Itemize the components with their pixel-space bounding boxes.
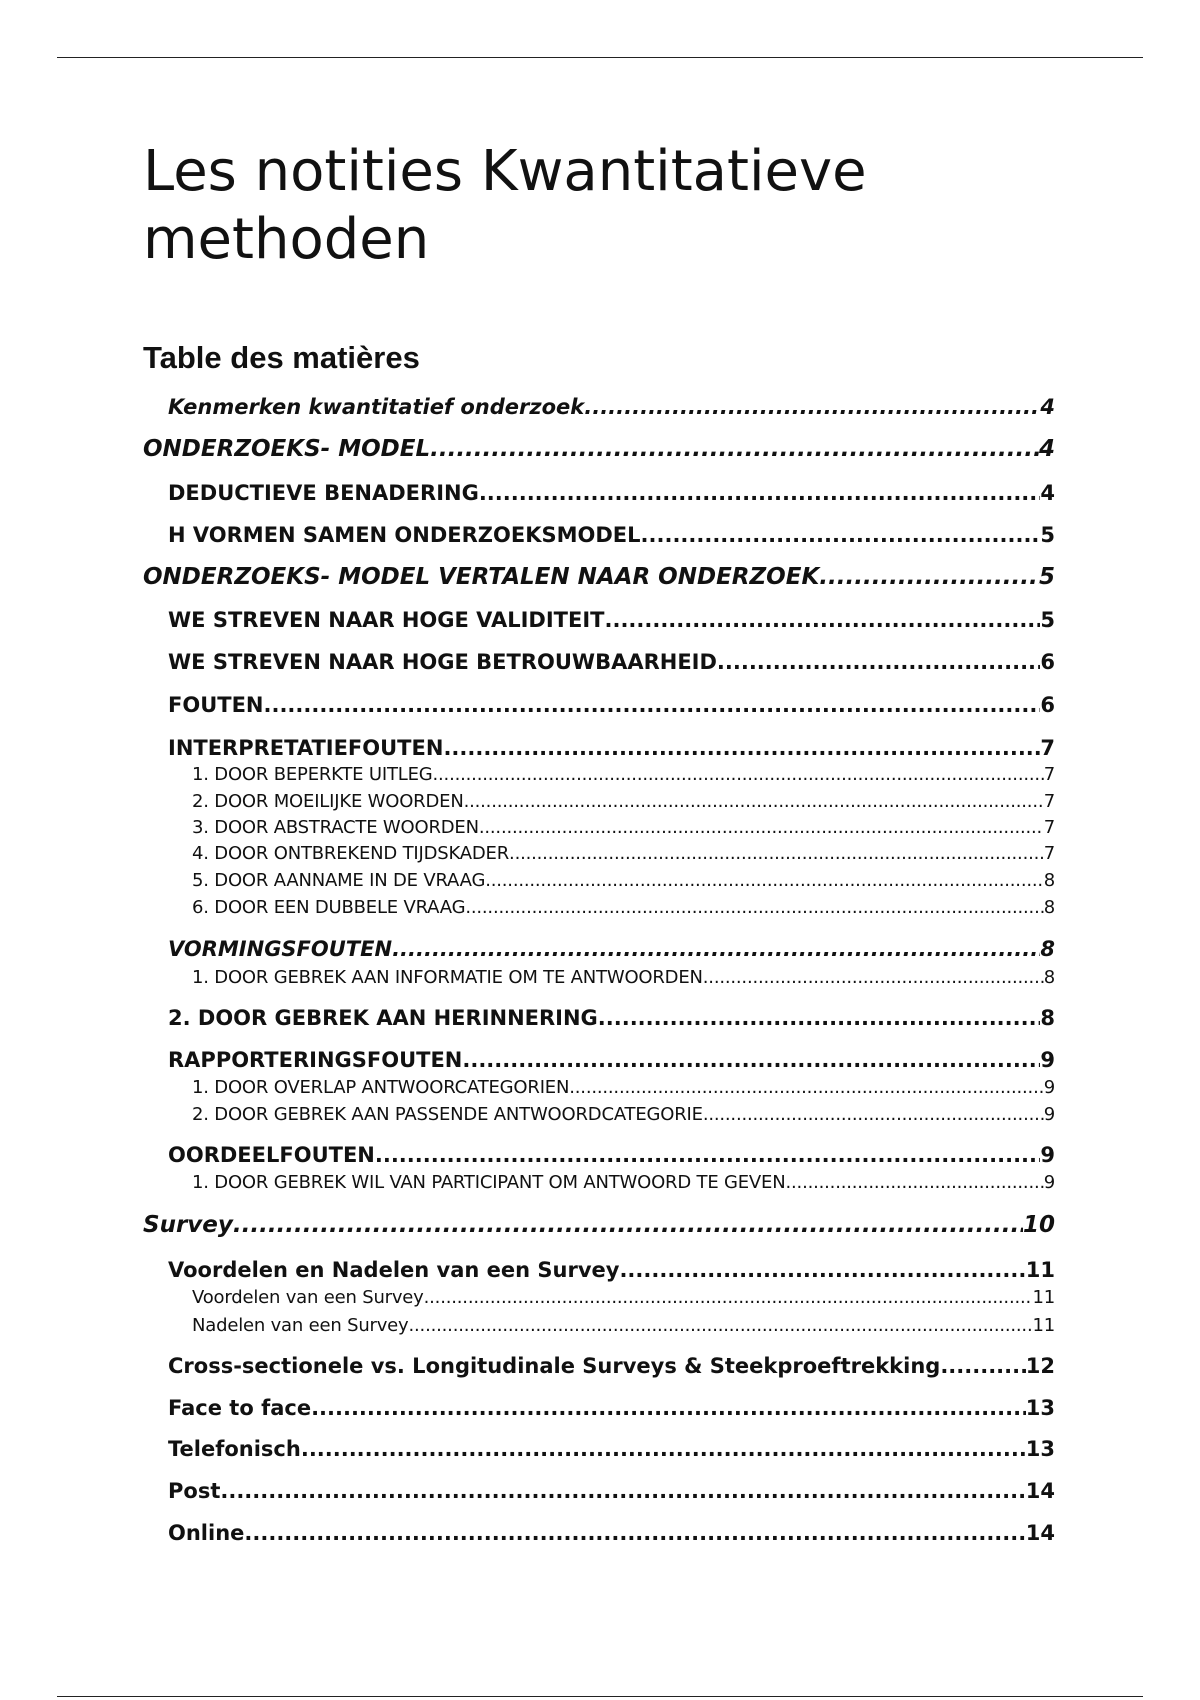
toc-leader-dots — [424, 1285, 1033, 1311]
toc-entry-label: Voordelen van een Survey — [192, 1287, 424, 1308]
toc-entry-cross-sectionele[interactable] — [168, 1351, 1055, 1381]
toc-entry-telefonisch[interactable] — [168, 1434, 1055, 1464]
toc-entry-rapporteringsfouten[interactable] — [168, 1045, 1055, 1075]
toc-page-number: 6 — [1040, 650, 1055, 674]
toc-heading: Table des matières — [143, 340, 420, 375]
toc-leader-dots — [479, 478, 1041, 508]
toc-entry-label: DEDUCTIEVE BENADERING — [168, 481, 479, 505]
toc-page-number: 5 — [1040, 608, 1055, 632]
toc-subentry[interactable] — [192, 868, 1055, 894]
toc-page-number: 12 — [1025, 1354, 1055, 1378]
toc-entry-post[interactable] — [168, 1476, 1055, 1506]
toc-entry-label: H VORMEN SAMEN ONDERZOEKSMODEL — [168, 523, 641, 547]
toc-leader-dots — [233, 1209, 1023, 1241]
toc-leader-dots — [509, 841, 1044, 867]
toc-leader-dots — [940, 1351, 1025, 1381]
toc-leader-dots — [264, 690, 1041, 720]
toc-page-number: 5 — [1038, 564, 1055, 590]
toc-page-number: 7 — [1043, 843, 1055, 864]
toc-leader-dots — [703, 1102, 1044, 1128]
toc-entry-label: 5. DOOR AANNAME IN DE VRAAG — [192, 870, 486, 891]
toc-leader-dots — [311, 1393, 1026, 1423]
toc-page-number: 7 — [1043, 791, 1055, 812]
toc-entry-label: Cross-sectionele vs. Longitudinale Surveys & Steekproeftrekking — [168, 1354, 941, 1378]
toc-entry-survey[interactable] — [143, 1209, 1055, 1241]
toc-entry-label: Survey — [143, 1212, 233, 1238]
toc-page-number: 9 — [1043, 1077, 1055, 1098]
toc-page-number: 9 — [1040, 1143, 1055, 1167]
toc-entry-label: Post — [168, 1479, 221, 1503]
toc-leader-dots — [479, 815, 1044, 841]
toc-entry-label: ONDERZOEKS- MODEL VERTALEN NAAR ONDERZOEK — [143, 564, 820, 590]
toc-entry-label: Telefonisch — [168, 1437, 301, 1461]
footer-rule — [57, 1696, 1143, 1697]
toc-page-number: 4 — [1040, 395, 1055, 419]
toc-entry-betrouwbaarheid[interactable] — [168, 647, 1055, 677]
toc-leader-dots — [301, 1434, 1026, 1464]
toc-entry-label: Voordelen en Nadelen van een Survey — [168, 1258, 620, 1282]
toc-page-number: 8 — [1043, 870, 1055, 891]
toc-entry-label: 1. DOOR OVERLAP ANTWOORCATEGORIEN — [192, 1077, 570, 1098]
toc-entry-label: 1. DOOR GEBREK AAN INFORMATIE OM TE ANTWOORDEN — [192, 967, 703, 988]
toc-leader-dots — [443, 733, 1040, 763]
toc-entry-voordelen-nadelen[interactable] — [168, 1255, 1055, 1285]
toc-leader-dots — [462, 1045, 1040, 1075]
toc-page-number: 8 — [1043, 897, 1055, 918]
toc-subentry[interactable] — [192, 1285, 1055, 1311]
toc-leader-dots — [641, 520, 1041, 550]
toc-page-number: 8 — [1040, 937, 1055, 961]
toc-entry-label: 2. DOOR MOEILIJKE WOORDEN — [192, 791, 464, 812]
toc-subentry[interactable] — [192, 965, 1055, 991]
toc-page-number: 7 — [1040, 736, 1055, 760]
toc-page-number: 8 — [1040, 1006, 1055, 1030]
toc-entry-label: 1. DOOR BEPERKTE UITLEG — [192, 764, 433, 785]
toc-page-number: 10 — [1022, 1212, 1055, 1238]
toc-page-number: 9 — [1040, 1048, 1055, 1072]
toc-subentry[interactable] — [192, 1313, 1055, 1339]
toc-page-number: 8 — [1043, 967, 1055, 988]
toc-entry-validiteit[interactable] — [168, 605, 1055, 635]
toc-entry-label: WE STREVEN NAAR HOGE BETROUWBAARHEID — [168, 650, 717, 674]
toc-entry-label: Face to face — [168, 1396, 312, 1420]
toc-page-number: 11 — [1032, 1287, 1055, 1308]
header-rule — [57, 57, 1143, 58]
document-title: Les notities Kwantitatieve methoden — [143, 139, 867, 272]
toc-leader-dots — [430, 433, 1039, 465]
toc-entry-oordeelfouten[interactable] — [168, 1140, 1055, 1170]
toc-page-number: 11 — [1032, 1315, 1055, 1336]
toc-entry-label: Kenmerken kwantitatief onderzoek — [168, 395, 585, 419]
toc-page-number: 13 — [1025, 1437, 1055, 1461]
toc-entry-onderzoeks-model[interactable] — [143, 433, 1055, 465]
toc-page-number: 4 — [1040, 481, 1055, 505]
toc-entry-fouten[interactable] — [168, 690, 1055, 720]
toc-page-number: 9 — [1043, 1104, 1055, 1125]
toc-entry-label: 2. DOOR GEBREK AAN HERINNERING — [168, 1006, 598, 1030]
toc-leader-dots — [819, 561, 1039, 593]
toc-leader-dots — [598, 1003, 1041, 1033]
toc-subentry[interactable] — [192, 1170, 1055, 1196]
toc-entry-interpretatiefouten[interactable] — [168, 733, 1055, 763]
toc-leader-dots — [375, 1140, 1041, 1170]
toc-leader-dots — [465, 895, 1043, 921]
toc-leader-dots — [703, 965, 1044, 991]
toc-entry-label: FOUTEN — [168, 693, 264, 717]
toc-leader-dots — [786, 1170, 1044, 1196]
toc-entry-label: Online — [168, 1521, 245, 1545]
toc-page-number: 13 — [1025, 1396, 1055, 1420]
toc-entry-label: WE STREVEN NAAR HOGE VALIDITEIT — [168, 608, 605, 632]
toc-entry-kenmerken[interactable] — [168, 392, 1055, 422]
toc-entry-label: 2. DOOR GEBREK AAN PASSENDE ANTWOORDCATEGORIE — [192, 1104, 703, 1125]
toc-entry-model-vertalen[interactable] — [143, 561, 1055, 593]
toc-leader-dots — [433, 762, 1044, 788]
toc-entry-h-vormen[interactable] — [168, 520, 1055, 550]
toc-entry-label: VORMINGSFOUTEN — [168, 937, 393, 961]
toc-page-number: 7 — [1043, 817, 1055, 838]
toc-subentry[interactable] — [192, 895, 1055, 921]
toc-leader-dots — [409, 1313, 1033, 1339]
toc-page-number: 14 — [1025, 1521, 1055, 1545]
toc-entry-label: Nadelen van een Survey — [192, 1315, 409, 1336]
toc-entry-face-to-face[interactable] — [168, 1393, 1055, 1423]
toc-subentry[interactable] — [192, 789, 1055, 815]
toc-entry-deductieve-benadering[interactable] — [168, 478, 1055, 508]
toc-leader-dots — [392, 934, 1040, 964]
toc-page-number: 7 — [1043, 764, 1055, 785]
toc-entry-label: ONDERZOEKS- MODEL — [143, 436, 431, 462]
toc-entry-label: INTERPRETATIEFOUTEN — [168, 736, 444, 760]
toc-entry-label: 4. DOOR ONTBREKEND TIJDSKADER — [192, 843, 510, 864]
toc-subentry[interactable] — [192, 815, 1055, 841]
toc-subentry[interactable] — [192, 1075, 1055, 1101]
toc-page-number: 4 — [1038, 436, 1055, 462]
toc-subentry[interactable] — [192, 841, 1055, 867]
toc-entry-label: 3. DOOR ABSTRACTE WOORDEN — [192, 817, 479, 838]
toc-leader-dots — [464, 789, 1044, 815]
toc-entry-label: OORDEELFOUTEN — [168, 1143, 375, 1167]
toc-leader-dots — [485, 868, 1044, 894]
toc-leader-dots — [569, 1075, 1043, 1101]
toc-entry-label: RAPPORTERINGSFOUTEN — [168, 1048, 463, 1072]
toc-entry-herinnering[interactable] — [168, 1003, 1055, 1033]
toc-leader-dots — [619, 1255, 1025, 1285]
toc-leader-dots — [244, 1518, 1025, 1548]
toc-entry-online[interactable] — [168, 1518, 1055, 1548]
toc-subentry[interactable] — [192, 1102, 1055, 1128]
toc-page-number: 11 — [1025, 1258, 1055, 1282]
toc-leader-dots — [220, 1476, 1025, 1506]
toc-entry-label: 6. DOOR EEN DUBBELE VRAAG — [192, 897, 466, 918]
toc-subentry[interactable] — [192, 762, 1055, 788]
toc-leader-dots — [584, 392, 1040, 422]
toc-leader-dots — [604, 605, 1040, 635]
toc-leader-dots — [717, 647, 1040, 677]
toc-page-number: 6 — [1040, 693, 1055, 717]
toc-entry-vormingsfouten[interactable] — [168, 934, 1055, 964]
toc-page-number: 14 — [1025, 1479, 1055, 1503]
toc-entry-label: 1. DOOR GEBREK WIL VAN PARTICIPANT OM ANTWOORD TE GEVEN — [192, 1172, 786, 1193]
toc-page-number: 9 — [1043, 1172, 1055, 1193]
toc-page-number: 5 — [1040, 523, 1055, 547]
